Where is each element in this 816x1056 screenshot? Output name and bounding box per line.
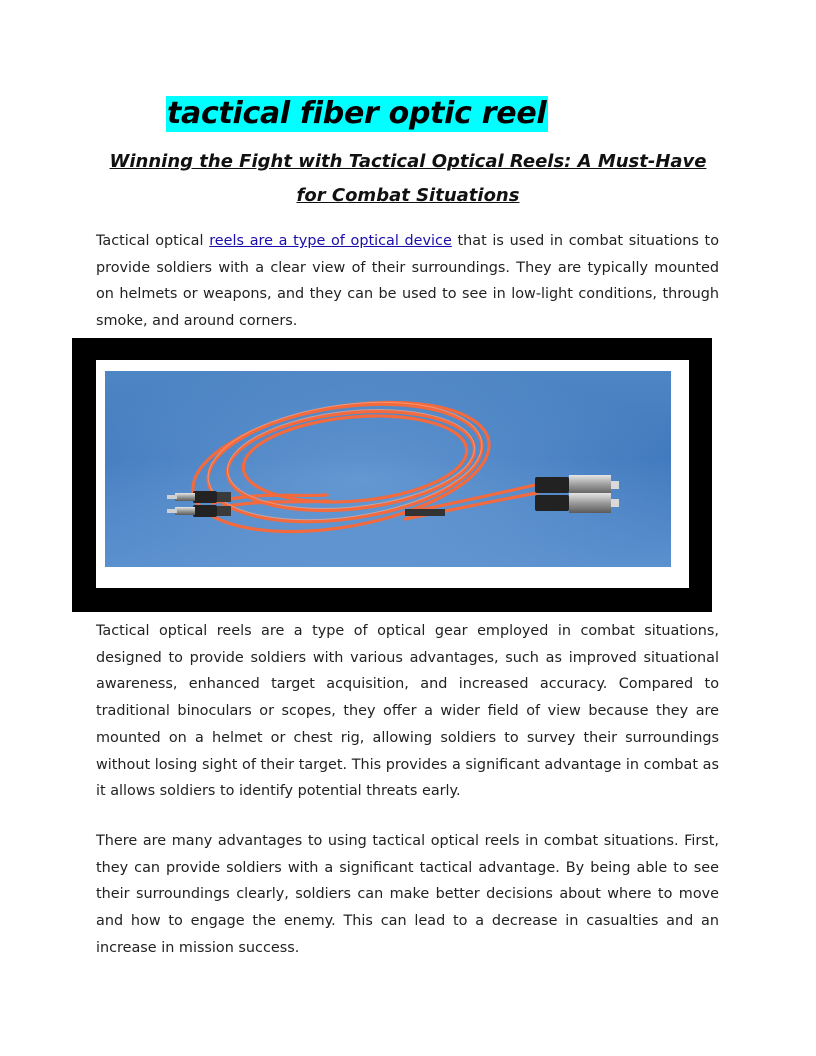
intro-text-start: Tactical optical [96,233,210,249]
figure-frame [72,338,712,612]
document-subtitle: Winning the Fight with Tactical Optical Reels: A Must-Have for Combat Situations [109,151,707,206]
intro-text-end: that is used in combat situations to provide soldiers with a clear view of their surroundings. They are typically mounted on helmets or weapons, and they can be used to see in low-light conditions, through smoke, and around corners. [96,233,720,330]
intro-paragraph [96,228,719,335]
body-paragraph-advantages: Tactical optical reels are a type of optical gear employed in combat situations, designed to provide soldiers with various advantages, such as improved situational awareness, enhanced target acquisition, and increased accuracy. Compared to traditional binoculars or scopes, they offer a wider field of view because they are mounted on a helmet or chest rig, allowing soldiers to survey their surroundings without losing sight of their target. This provides a significant advantage in combat as it allows soldiers to identify potential threats early. [96,623,719,800]
fiber-optic-cable-image [105,371,671,567]
figure-mat [96,360,689,588]
document-title: tactical fiber optic reel [167,96,547,131]
optical-device-link[interactable]: reels are a type of optical device [209,233,452,249]
body-paragraph-benefits: There are many advantages to using tactical optical reels in combat situations. First, they can provide soldiers with a significant tactical advantage. By being able to see their surroundings clearly, soldiers can make better decisions about where to move and how to engage the enemy. This can lead to a decrease in casualties and an increase in mission success. [96,833,719,956]
